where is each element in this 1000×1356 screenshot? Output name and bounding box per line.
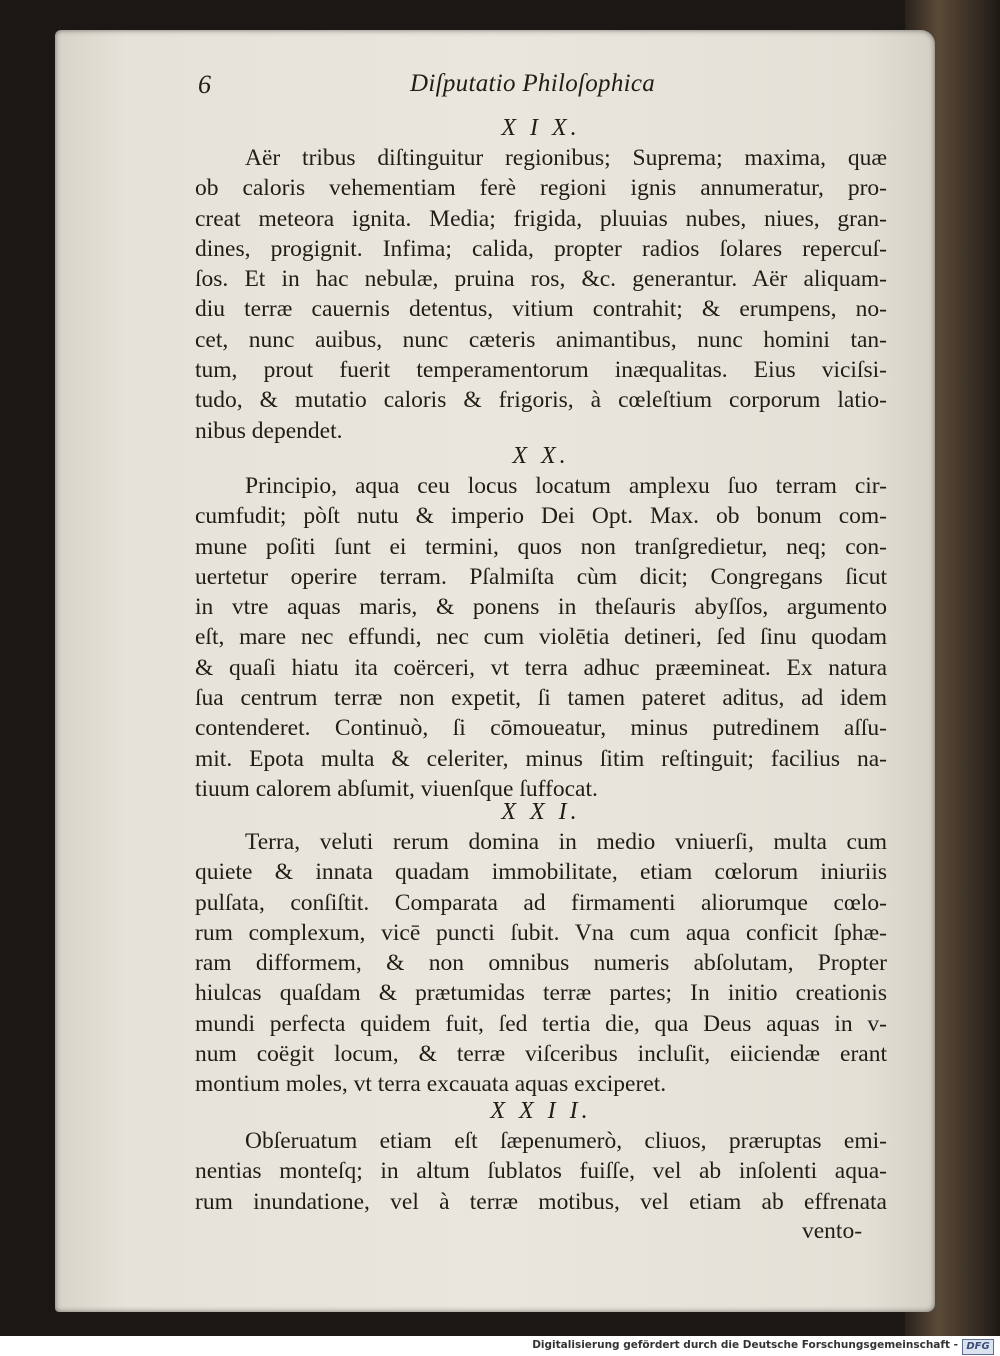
text-line: Aër tribus diſtinguitur regionibus; Suprema; maxima, quæ: [245, 145, 887, 171]
text-line: mundi perfecta quidem fuit, ſed tertia die, qua Deus aquas in v-: [195, 1010, 887, 1037]
text-line: ram difformem, & non omnibus numeris abſolutam, Propter: [195, 950, 887, 977]
text-line: hiulcas quaſdam & prætumidas terræ partes; In initio creationis: [195, 980, 887, 1007]
text-line: pulſata, conſiſtit. Comparata ad firmamenti aliorumque cœlo-: [195, 889, 887, 916]
footer-bar: [0, 1336, 1000, 1356]
section-xxii: [195, 1096, 887, 1217]
text-line: mit. Epota multa & celeriter, minus ſitim reſtinguit; facilius na-: [195, 745, 887, 772]
text-line: creat meteora ignita. Media; frigida, pluuias nubes, niues, gran-: [195, 205, 887, 232]
text-line: nibus dependet.: [195, 417, 343, 444]
section-xx: [195, 441, 887, 804]
text-line: tiuum calorem abſumit, viuenſque ſuffocat.: [195, 775, 598, 802]
text-line: Obſeruatum etiam eſt ſæpenumerò, cliuos, præruptas emi-: [245, 1128, 887, 1154]
text-line: eſt, mare nec effundi, nec cum violētia detineri, ſed ſinu quodam: [195, 624, 887, 651]
text-line: & quaſi hiatu ita coërceri, vt terra adhuc præemineat. Ex natura: [195, 654, 887, 681]
text-line: ob caloris vehementiam ferè regioni ignis annumeratur, pro-: [195, 175, 887, 202]
text-line: diu terræ cauernis detentus, vitium contrahit; & erumpens, no-: [195, 296, 887, 323]
text-line: montium moles, vt terra excauata aquas exciperet.: [195, 1071, 667, 1098]
text-line: dines, progignit. Infima; calida, propter radios ſolares repercuſ-: [195, 235, 887, 262]
text-line: Principio, aqua ceu locus locatum amplexu ſuo terram cir-: [245, 473, 887, 499]
section-heading: X X.: [512, 443, 570, 469]
running-title: Diſputatio Philoſophica: [410, 70, 656, 97]
catchword: vento-: [802, 1218, 863, 1244]
text-line: cumfudit; pòſt nutu & imperio Dei Opt. Max. ob bonum com-: [195, 503, 887, 530]
text-line: tudo, & mutatio caloris & frigoris, à cœleſtium corporum latio-: [195, 387, 887, 414]
text-line: mune poſiti ſunt ei termini, quos non tranſgredietur, neq; con-: [195, 533, 887, 560]
section-heading: X I X.: [501, 115, 581, 141]
text-line: num coëgit locum, & terræ viſceribus incluſit, eiiciendæ erant: [195, 1041, 887, 1068]
page-number: 6: [198, 70, 211, 99]
footer-credit: Digitalisierung gefördert durch die Deutsche Forschungsgemeinschaft -: [532, 1339, 958, 1351]
text-line: cet, nunc auibus, nunc cæteris animantibus, nunc homini tan-: [195, 326, 887, 353]
section-heading: X X I I.: [490, 1098, 592, 1124]
text-line: tum, prout fuerit temperamentorum inæqualitas. Eius viciſsi-: [195, 357, 887, 384]
text-line: nentias monteſq; in altum ſublatos fuiſſe, vel ab inſolenti aqua-: [195, 1158, 887, 1185]
text-line: contenderet. Continuò, ſi cōmoueatur, minus putredinem aſſu-: [195, 715, 887, 742]
text-line: uertetur operire terram. Pſalmiſta cùm dicit; Congregans ſicut: [195, 563, 887, 590]
text-line: in vtre aquas maris, & ponens in theſauris abyſſos, argumento: [195, 594, 887, 621]
text-line: Terra, veluti rerum domina in medio vniuerſi, multa cum: [245, 829, 887, 855]
text-line: rum inundatione, vel à terræ motibus, vel etiam ab effrenata: [195, 1188, 887, 1215]
text-line: ſua centrum terræ non expetit, ſi tamen pateret aditus, ad idem: [195, 685, 887, 712]
text-line: quiete & innata quadam immobilitate, etiam cœlorum iniuriis: [195, 859, 887, 886]
text-line: ſos. Et in hac nebulæ, pruina ros, &c. generantur. Aër aliquam-: [195, 266, 887, 293]
section-xxi: [195, 797, 887, 1100]
text-line: rum complexum, vicē puncti ſubit. Vna cum aqua conficit ſphæ-: [195, 919, 887, 946]
section-heading: X X I.: [501, 799, 581, 825]
dfg-logo-icon[interactable]: DFG: [962, 1339, 994, 1355]
section-xix: [195, 113, 887, 446]
